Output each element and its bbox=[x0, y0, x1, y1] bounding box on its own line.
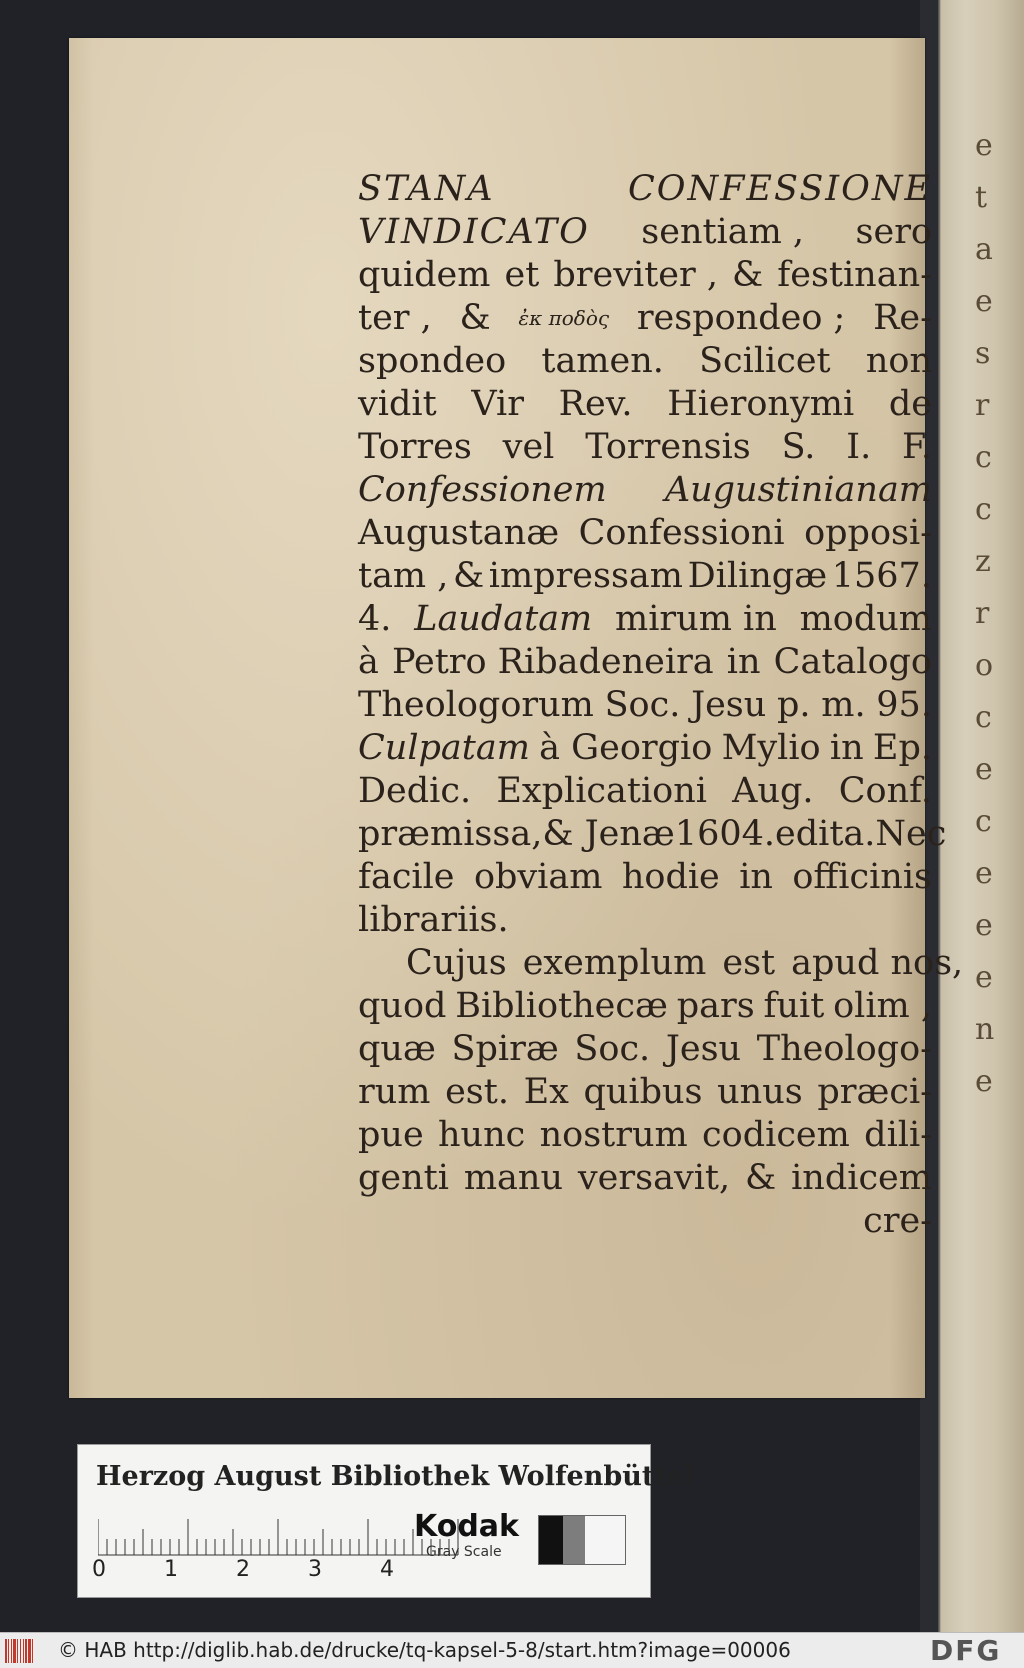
barcode-bar bbox=[8, 1639, 9, 1663]
word: 1604. bbox=[674, 814, 776, 854]
word: & bbox=[453, 556, 485, 596]
word: genti bbox=[358, 1158, 449, 1198]
text-line bbox=[358, 211, 932, 254]
word: quod bbox=[358, 986, 447, 1026]
word: quæ bbox=[358, 1029, 436, 1069]
text-line bbox=[358, 1071, 932, 1114]
word: Petro Ribadeneira bbox=[392, 642, 714, 682]
text-line bbox=[358, 641, 932, 684]
barcode-bar bbox=[17, 1639, 18, 1663]
word: in bbox=[829, 728, 864, 768]
facing-page-fragment: n bbox=[975, 1012, 995, 1047]
word: à bbox=[358, 642, 379, 682]
word: festinan- bbox=[777, 255, 932, 295]
word: est. bbox=[445, 1072, 509, 1112]
word: Augustinianam bbox=[664, 470, 932, 510]
word: Hieronymi bbox=[667, 384, 855, 424]
word: Ep. bbox=[872, 728, 932, 768]
word: unus bbox=[717, 1072, 803, 1112]
word: F. bbox=[902, 427, 932, 467]
word: Dilingæ bbox=[687, 556, 828, 596]
word: Explicationi bbox=[496, 771, 707, 811]
facing-page-fragment: r bbox=[975, 596, 990, 631]
facing-page-fragment: e bbox=[975, 128, 993, 163]
text-line bbox=[358, 1157, 932, 1200]
text-line bbox=[358, 1200, 932, 1243]
gray-swatch-cell bbox=[563, 1516, 585, 1564]
text-line bbox=[358, 1114, 932, 1157]
text-line bbox=[358, 469, 932, 512]
word: in bbox=[739, 857, 773, 897]
word: S. bbox=[781, 427, 816, 467]
text-line bbox=[358, 426, 932, 469]
word: Rev. bbox=[558, 384, 633, 424]
word: spondeo bbox=[358, 341, 507, 381]
barcode-bar bbox=[25, 1639, 27, 1663]
word: versavit, bbox=[577, 1158, 731, 1198]
text-line bbox=[358, 340, 932, 383]
text-line bbox=[358, 727, 932, 770]
text-line bbox=[358, 512, 932, 555]
facing-page-fragment: s bbox=[975, 336, 991, 371]
word: Jesu bbox=[665, 1029, 742, 1069]
facing-page-fragment: e bbox=[975, 284, 993, 319]
barcode-icon bbox=[5, 1639, 49, 1663]
word: Aug. bbox=[732, 771, 814, 811]
word: & Jenæ bbox=[542, 814, 675, 854]
word: sero bbox=[855, 212, 932, 252]
text-line bbox=[358, 383, 932, 426]
word: Scilicet bbox=[699, 341, 831, 381]
word: ἐκ ποδὸς bbox=[518, 306, 610, 330]
barcode-bar bbox=[13, 1639, 16, 1663]
facing-page-fragment: e bbox=[975, 856, 993, 891]
color-calibration-card bbox=[77, 1444, 695, 1598]
word: et bbox=[504, 255, 540, 295]
word: ter , bbox=[358, 298, 432, 338]
word: modum bbox=[799, 599, 932, 639]
book-page bbox=[69, 38, 964, 1398]
word: Soc. bbox=[574, 1029, 651, 1069]
word: præci- bbox=[817, 1072, 932, 1112]
word: tam , bbox=[358, 556, 449, 596]
footer-bar bbox=[0, 1632, 1024, 1668]
word: respondeo ; bbox=[636, 298, 846, 338]
word: rum bbox=[358, 1072, 431, 1112]
word: Culpatam bbox=[358, 728, 530, 768]
kodak-brand: Kodak bbox=[414, 1509, 519, 1544]
text-line bbox=[358, 856, 932, 899]
word: Catalogo bbox=[773, 642, 932, 682]
text-line bbox=[358, 770, 932, 813]
word: fuit bbox=[763, 986, 825, 1026]
facing-page-fragment: e bbox=[975, 1064, 993, 1099]
word: 1567. bbox=[831, 556, 932, 596]
word: opposi- bbox=[804, 513, 932, 553]
facing-page-fragment: e bbox=[975, 908, 993, 943]
word: olim , bbox=[833, 986, 932, 1026]
word: Theologorum bbox=[358, 685, 594, 725]
word: in bbox=[726, 642, 761, 682]
kodak-label bbox=[414, 1509, 519, 1560]
word: obviam bbox=[473, 857, 603, 897]
footer-url[interactable]: © HAB http://diglib.hab.de/drucke/tq-kapsel-5-8/start.htm?image=00006 bbox=[58, 1638, 791, 1662]
text-line bbox=[358, 555, 932, 598]
facing-page-fragment: a bbox=[975, 232, 993, 267]
word: & bbox=[745, 1158, 777, 1198]
word: quibus bbox=[583, 1072, 703, 1112]
text-line bbox=[358, 813, 947, 856]
ruler-number: 1 bbox=[164, 1557, 178, 1582]
word: VINDICATO bbox=[358, 212, 590, 252]
word: vel bbox=[502, 427, 555, 467]
word: à Georgio bbox=[539, 728, 713, 768]
ruler-number: 0 bbox=[92, 1557, 106, 1582]
word: & bbox=[732, 255, 764, 295]
word: p. bbox=[777, 685, 811, 725]
word: 95. bbox=[876, 685, 932, 725]
facing-page-fragment: c bbox=[975, 492, 992, 527]
facing-page-fragment: c bbox=[975, 700, 992, 735]
word: Dedic. bbox=[358, 771, 472, 811]
word: & bbox=[459, 298, 491, 338]
word: quidem bbox=[358, 255, 491, 295]
word: manu bbox=[463, 1158, 563, 1198]
word: CONFESSIONE bbox=[628, 169, 932, 209]
word: Mylio bbox=[721, 728, 821, 768]
word: Jesu bbox=[691, 685, 767, 725]
word: 4. bbox=[358, 599, 392, 639]
word: STANA bbox=[358, 169, 495, 209]
word: Re- bbox=[873, 298, 932, 338]
dfg-logo: DFG bbox=[930, 1634, 1002, 1667]
word: edita.Nec bbox=[775, 814, 947, 854]
facing-page-edge bbox=[935, 0, 1024, 1632]
gray-swatch-cell bbox=[585, 1516, 625, 1564]
word: hunc bbox=[438, 1115, 526, 1155]
text-line bbox=[358, 985, 932, 1028]
barcode-bar bbox=[23, 1639, 24, 1663]
word: Laudatam bbox=[414, 599, 593, 639]
word: Conf. bbox=[838, 771, 932, 811]
facing-page-fragment: e bbox=[975, 960, 993, 995]
word: exemplum bbox=[522, 943, 707, 983]
word: I. bbox=[846, 427, 872, 467]
word: tamen. bbox=[541, 341, 664, 381]
text-line bbox=[358, 899, 932, 942]
word: Ex bbox=[523, 1072, 569, 1112]
word: facile bbox=[358, 857, 455, 897]
word: Bibliothecæ bbox=[455, 986, 668, 1026]
word: pars bbox=[676, 986, 755, 1026]
word: mirum in bbox=[615, 599, 777, 639]
word: Theologo- bbox=[756, 1029, 932, 1069]
word: non bbox=[865, 341, 932, 381]
barcode-bar bbox=[20, 1639, 21, 1663]
facing-page-fragment: c bbox=[975, 804, 992, 839]
word: Torrensis bbox=[585, 427, 751, 467]
barcode-bar bbox=[11, 1639, 12, 1663]
text-line bbox=[358, 942, 964, 985]
ruler-number: 4 bbox=[380, 1557, 394, 1582]
text-line bbox=[358, 297, 932, 340]
word: sentiam , bbox=[641, 212, 805, 252]
word: Confessionem bbox=[358, 470, 607, 510]
kodak-sub: Gray Scale bbox=[426, 1544, 502, 1560]
card-title: Herzog August Bibliothek Wolfenbüttel bbox=[96, 1461, 695, 1492]
word: codicem bbox=[702, 1115, 850, 1155]
word: officinis bbox=[792, 857, 932, 897]
text-line bbox=[358, 254, 932, 297]
text-line bbox=[358, 684, 932, 727]
ruler-number: 2 bbox=[236, 1557, 250, 1582]
word: hodie bbox=[621, 857, 720, 897]
word: nostrum bbox=[539, 1115, 688, 1155]
word: impressam bbox=[488, 556, 683, 596]
gray-swatch bbox=[538, 1515, 626, 1565]
facing-page-fragment: r bbox=[975, 388, 990, 423]
word: Torres bbox=[358, 427, 472, 467]
word: vidit bbox=[358, 384, 437, 424]
word: m. bbox=[821, 685, 866, 725]
ruler-scale bbox=[98, 1517, 466, 1557]
word: Spiræ bbox=[451, 1029, 559, 1069]
ruler-numbers bbox=[92, 1557, 472, 1583]
word: est bbox=[722, 943, 776, 983]
barcode-bar bbox=[5, 1639, 7, 1663]
facing-page-fragment: e bbox=[975, 752, 993, 787]
gray-swatch-cell bbox=[539, 1516, 563, 1564]
text-line bbox=[358, 598, 932, 641]
word: Cujus bbox=[406, 943, 507, 983]
page-text bbox=[358, 168, 964, 1243]
word: librariis. bbox=[358, 900, 509, 940]
word: Vir bbox=[471, 384, 524, 424]
word: de bbox=[888, 384, 932, 424]
facing-page-fragment: c bbox=[975, 440, 992, 475]
word: indicem bbox=[791, 1158, 932, 1198]
ruler-number: 3 bbox=[308, 1557, 322, 1582]
barcode-bar bbox=[32, 1639, 33, 1663]
text-line bbox=[358, 168, 932, 211]
word: pue bbox=[358, 1115, 424, 1155]
word: Soc. bbox=[604, 685, 681, 725]
facing-page-fragment: t bbox=[975, 180, 988, 215]
word: Confessioni bbox=[578, 513, 785, 553]
facing-page-fragment: z bbox=[975, 544, 991, 579]
word: præmissa, bbox=[358, 814, 543, 854]
word: cre- bbox=[863, 1201, 932, 1241]
word: dili- bbox=[864, 1115, 932, 1155]
word: apud nos, bbox=[791, 943, 964, 983]
text-line bbox=[358, 1028, 932, 1071]
barcode-bar bbox=[28, 1639, 31, 1663]
facing-page-fragment: o bbox=[975, 648, 994, 683]
word: breviter , bbox=[553, 255, 718, 295]
word: Augustanæ bbox=[358, 513, 560, 553]
